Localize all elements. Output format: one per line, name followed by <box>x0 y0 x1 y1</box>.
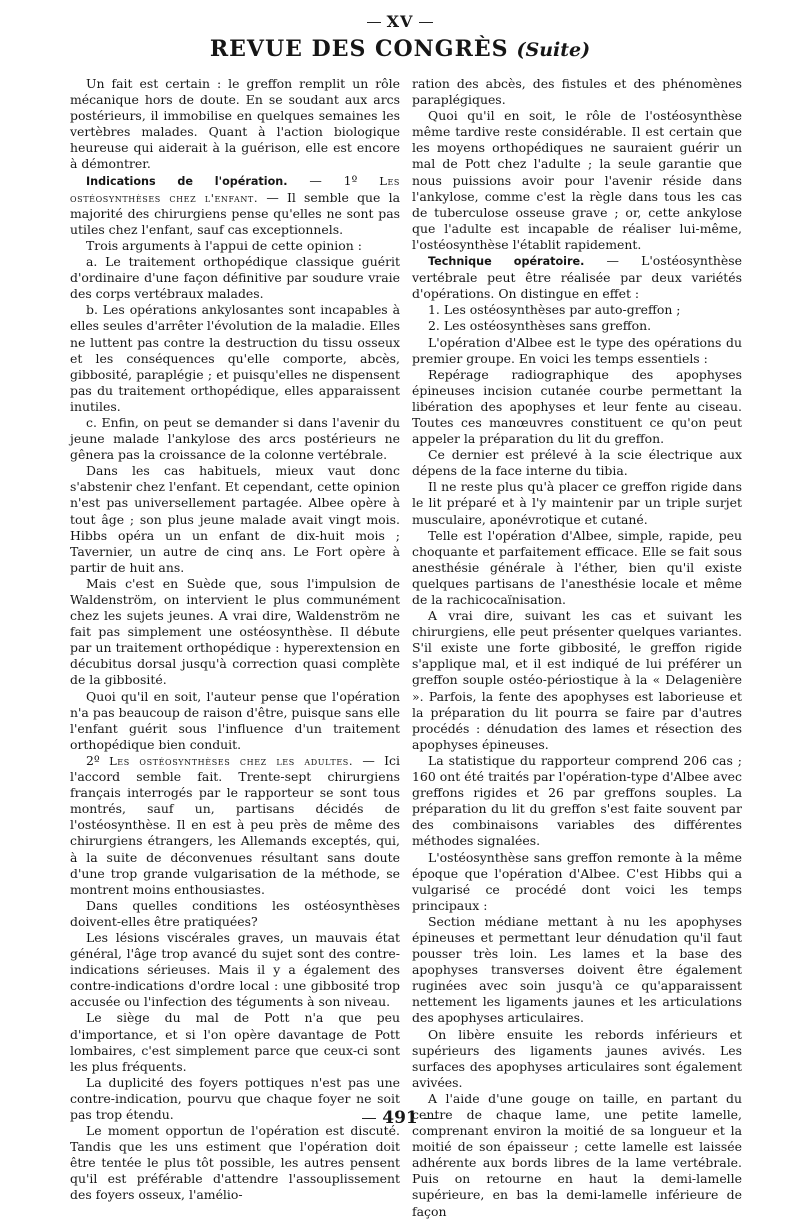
paragraph: Section médiane mettant à nu les apophyses épineuses et permettant leur dénudation qu'il faut pousser très loin. Les lames et la base des apophyses transverses doivent être également ruginées avec soin jusqu'à ce qu'apparaissent nettement les ligaments jaunes et les articulations des apophyses articulaires. <box>412 913 742 1026</box>
dash-left <box>367 22 381 23</box>
paragraph: ration des abcès, des fistules et des phénomènes paraplégiques. <box>412 76 742 108</box>
paragraph-text: — Ici l'accord semble fait. Trente-sept chirurgiens français interrogés par le rapporteur se sont tous montrés, sauf un, partisans décidés de l'ostéosynthèse. Il en est à peu près de même des chirurgiens étrangers, les Allemands exceptés, qui, à la suite de déconvenues résultant sans doute d'une trop grande vulgarisation de la méthode, se montrent moins enthousiastes. <box>70 752 401 897</box>
paragraph: Dans quelles conditions les ostéosynthèses doivent-elles être pratiquées? <box>70 897 400 929</box>
paragraph: L'ostéosynthèse sans greffon remonte à la même époque que l'opération d'Albee. C'est Hibbs qui a vulgarisé ce procédé dont voici les temps principaux : <box>412 849 742 913</box>
list-item: 2. Les ostéosynthèses sans greffon. <box>428 318 652 334</box>
paragraph: Un fait est certain : le greffon remplit un rôle mécanique hors de doute. En se soudant aux arcs postérieurs, il immobilise en quelques semaines les vertèbres malades. Quant à l'action biologique heureuse qui aiderait à la guérison, elle est encore à démontrer. <box>70 76 400 172</box>
paragraph: La duplicité des foyers pottiques n'est pas une contre-indication, pourvu que chaque foyer ne soit pas trop étendu. <box>70 1074 400 1122</box>
dash-left <box>362 1118 376 1119</box>
paragraph: Quoi qu'il en soit, le rôle de l'ostéosynthèse même tardive reste considérable. Il est certain que les moyens orthopédiques ne sauraient guérir un mal de Pott chez l'adulte ; la seule garantie que nous puissions avoir pour l'avenir réside dans l'ankylose, comme c'est la règle dans tous les cas de tuberculose osseuse grave ; or, cette ankylose que l'adulte est incapable de réaliser lui-même, l'ostéosynthèse l'établit rapidement. <box>412 108 742 252</box>
paragraph: Le moment opportun de l'opération est discuté. Tandis que les uns estiment que l'opération doit être tentée le plus tôt possible, les autres pensent qu'il est préférable d'attendre l'assouplissement des foyers osseux, l'amélio- <box>70 1123 400 1203</box>
paragraph: L'opération d'Albee est le type des opérations du premier groupe. En voici les temps essentiels : <box>412 334 742 366</box>
list-number: — 1º <box>287 172 380 188</box>
running-title <box>0 36 800 62</box>
paragraph: Il ne reste plus qu'à placer ce greffon rigide dans le lit préparé et à l'y maintenir par un triple surjet musculaire, aponévrotique et cutané. <box>412 479 742 527</box>
section-heading: Technique opératoire. <box>428 255 585 269</box>
paragraph: On libère ensuite les rebords inférieurs et supérieurs des ligaments jaunes avivés. Les surfaces des apophyses articulaires sont également avivées. <box>412 1026 742 1090</box>
paragraph: Mais c'est en Suède que, sous l'impulsion de Waldenström, on intervient le plus communément chez les sujets jeunes. A vrai dire, Waldenström ne fait pas simplement une ostéosynthèse. Il débute par un traitement orthopédique : hyperextension en décubitus dorsal jusqu'à correction quasi complète de la gibbosité. <box>70 575 400 688</box>
paragraph: Quoi qu'il en soit, l'auteur pense que l'opération n'a pas beaucoup de raison d'être, puisque sans elle l'enfant guérit sous l'influence d'un traitement orthopédique bien conduit. <box>70 688 400 752</box>
paragraph: Le siège du mal de Pott n'a que peu d'importance, et si l'on opère davantage de Pott lombaires, c'est simplement parce que ceux-ci sont les plus fréquents. <box>70 1010 400 1074</box>
subsection-title: Les ostéosynthèses chez l'enfant. <box>70 173 400 205</box>
paragraph: Repérage radiographique des apophyses épineuses incision cutanée courbe permettant la libération des apophyses et leur fente au ciseau. Toutes ces manœuvres constituent ce qu'on peut appeler la préparation du lit du greffon. <box>412 366 742 447</box>
left-column <box>70 76 400 1204</box>
paragraph: Les lésions viscérales graves, un mauvais état général, l'âge trop avancé du sujet sont des contre-indications sérieuses. Mais il y a également des contre-indications d'ordre local : une gibbosité trop accusée ou l'infection des téguments à son niveau. <box>70 929 400 1010</box>
paragraph: c. Enfin, on peut se demander si dans l'avenir du jeune malade l'ankylose des arcs postérieurs ne gênera pas la croissance de la colonne vertébrale. <box>70 414 400 463</box>
title-text: REVUE DES CONGRÈS <box>209 36 509 62</box>
paragraph: Trois arguments à l'appui de cette opinion : <box>86 237 362 253</box>
paragraph-text: — L'ostéosynthèse vertébrale peut être réalisée par deux variétés d'opérations. On distingue en effet : <box>412 253 742 302</box>
paragraph: A vrai dire, suivant les cas et suivant les chirurgiens, elle peut présenter quelques variantes. S'il existe une forte gibbosité, le greffon rigide s'applique mal, et il est indiqué de lui préférer un greffon souple ostéo-périostique à la « Delagenière ». Parfois, la fente des apophyses est laborieuse et la préparation du lit pourra se faire par d'autres procédés : dénudation des lames et résection des apophyses épineuses. <box>412 608 742 752</box>
page-number-text: 491 <box>382 1108 418 1128</box>
dash-right <box>419 22 433 23</box>
paragraph-technique <box>412 253 742 302</box>
dash-right <box>424 1118 438 1119</box>
right-column <box>412 76 742 1220</box>
paragraph-text: — Il semble que la majorité des chirurgiens pense qu'elles ne sont pas utiles chez l'enfant, sauf cas exceptionnels. <box>70 189 400 237</box>
paragraph: a. Le traitement orthopédique classique guérit d'ordinaire d'une façon définitive par soudure vraie des corps vertébraux malades. <box>70 254 400 302</box>
paragraph-indications <box>70 173 400 238</box>
paragraph: Dans les cas habituels, mieux vaut donc s'abstenir chez l'enfant. Et cependant, cette opinion n'est pas universellement partagée. Albee opère à tout âge ; son plus jeune malade avait vingt mois. Hibbs opéra un un enfant de dix-huit mois ; Tavernier, un autre de cinq ans. Le Fort opère à partir de huit ans. <box>70 463 400 575</box>
paragraph: Ce dernier est prélevé à la scie électrique aux dépens de la face interne du tibia. <box>412 447 742 479</box>
paragraph: A l'aide d'une gouge on taille, en partant du centre de chaque lame, une petite lamelle, comprenant environ la moitié de sa longueur et la moitié de son épaisseur ; cette lamelle est laissée adhérente aux bords libres de la lame vertébrale. Puis on retourne en haut la demi-lamelle supérieure, en bas la demi-lamelle inférieure de façon <box>412 1090 742 1219</box>
section-heading: Indications de l'opération. <box>86 174 288 188</box>
paragraph: Telle est l'opération d'Albee, simple, rapide, peu choquante et parfaitement efficace. Elle se fait sous anesthésie générale à l'éther, bien qu'il existe quelques partisans de l'anesthésie locale et même de la rachicocaïnisation. <box>412 527 742 607</box>
paragraph: La statistique du rapporteur comprend 206 cas ; 160 ont été traités par l'opération-type d'Albee avec greffons rigides et 26 par greffons souples. La préparation du lit du greffon s'est faite souvent par des combinaisons variables des différentes méthodes signalées. <box>412 752 742 849</box>
page-number <box>0 1108 800 1128</box>
page-roman-numeral <box>0 12 800 31</box>
subsection-title: Les ostéosynthèses chez les adultes. <box>109 753 354 768</box>
paragraph: b. Les opérations ankylosantes sont incapables à elles seules d'arrêter l'évolution de la maladie. Elles ne luttent pas contre la destruction du tissu osseux et les conséquences qu'elle comporte, abcès, gibbosité, paraplégie ; et puisqu'elles ne dispensent pas du traitement orthopédique, elles apparaissent inutiles. <box>70 302 400 414</box>
list-number: 2º <box>86 752 110 768</box>
paragraph-adults <box>70 753 400 898</box>
list-item: 1. Les ostéosynthèses par auto-greffon ; <box>428 302 681 318</box>
title-suffix: (Suite) <box>516 39 591 61</box>
roman-numeral: XV <box>386 12 414 31</box>
